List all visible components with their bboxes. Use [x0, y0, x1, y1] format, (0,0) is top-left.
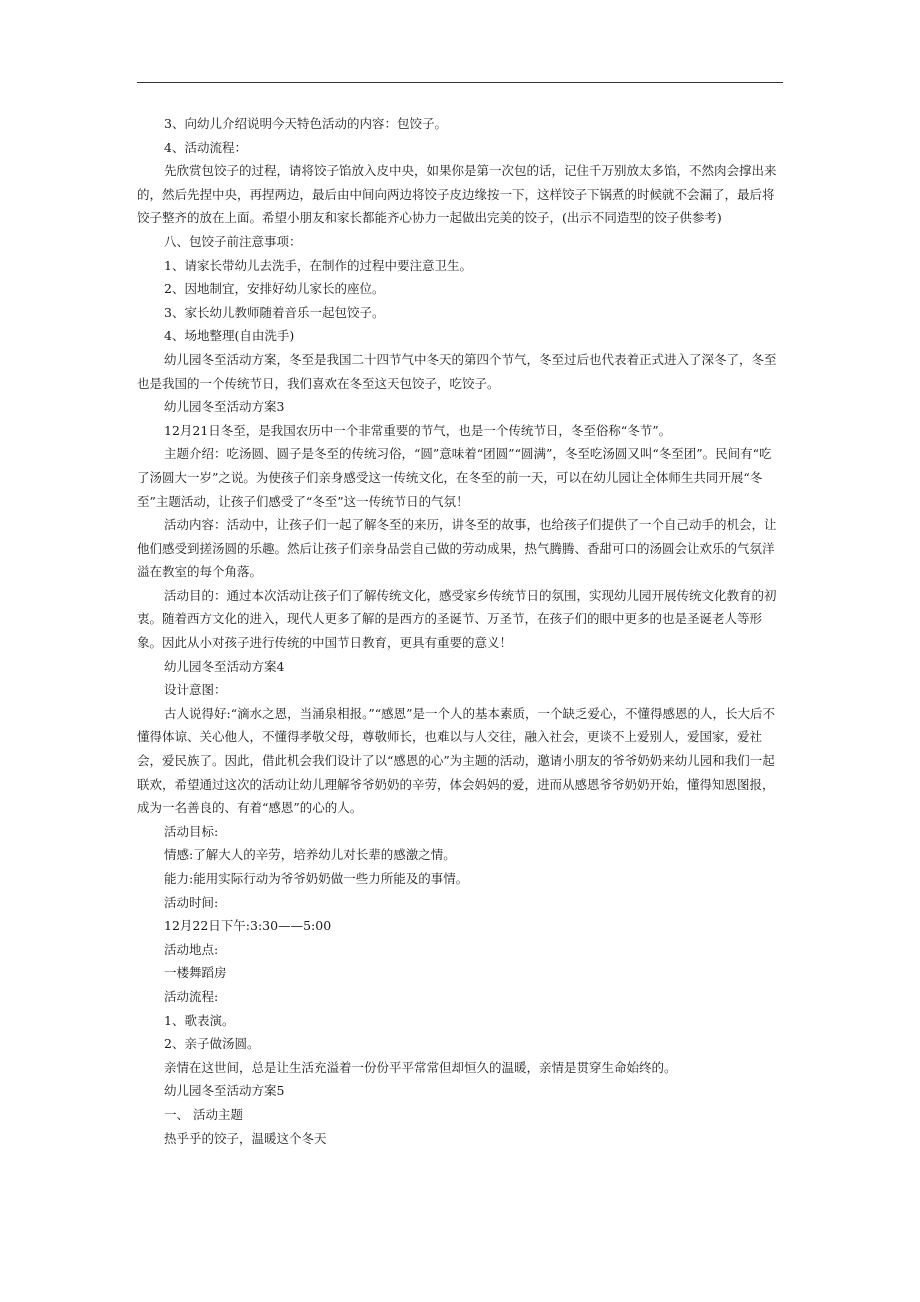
paragraph: 活动目的：通过本次活动让孩子们了解传统文化，感受家乡传统节日的氛围，实现幼儿园开展传统文化教育的初衷。随着西方文化的进入，现代人更多了解的是西方的圣诞节、万圣节，在孩子们的眼中更多的也是圣诞老人等形象。因此从小对孩子进行传统的中国节日教育，更具有重要的意义！	[137, 587, 777, 651]
line: 2、因地制宜，安排好幼儿家长的座位。	[164, 281, 385, 297]
line: 12月22日下午:3:30——5:00	[164, 918, 332, 934]
paragraph: 古人说得好:“滴水之恩，当涌泉相报。”“感恩”是一个人的基本素质，一个缺乏爱心，不懂得感恩的人，长大后不懂得体谅、关心他人，不懂得孝敬父母，尊敬师长，也难以与人交往，融入社会，更谈不上爱别人，爱国家，爱社会，爱民族了。因此，借此机会我们设计了以“感恩的心”为主题的活动，邀请小朋友的爷爷奶奶来幼儿园和我们一起联欢，希望通过这次的活动让幼儿理解爷爷奶奶的辛劳，体会妈妈的爱，进而从感恩爷爷奶奶开始，懂得知恩图报，成为一名善良的、有着“感恩”的心的人。	[137, 705, 776, 816]
line: 4、场地整理(自由洗手)	[164, 328, 295, 344]
line: 一、 活动主题	[164, 1106, 243, 1122]
line: 2、亲子做汤圆。	[164, 1036, 260, 1052]
line: 能力:能用实际行动为爷爷奶奶做一些力所能及的事情。	[164, 871, 469, 886]
line: 幼儿园冬至活动方案4	[164, 658, 285, 674]
line: 幼儿园冬至活动方案3	[164, 399, 285, 415]
line: 八、包饺子前注意事项：	[164, 233, 302, 249]
line: 亲情在这世间，总是让生活充溢着一份份平平常常但却恒久的温暖，亲情是贯穿生命始终的。	[164, 1059, 677, 1075]
document-body	[137, 112, 783, 1150]
paragraph: 幼儿园冬至活动方案，冬至是我国二十四节气中冬天的第四个节气，冬至过后也代表着正式进入了深冬了，冬至也是我国的一个传统节日，我们喜欢在冬至这天包饺子，吃饺子。	[137, 351, 777, 391]
line: 热乎乎的饺子，温暖这个冬天	[164, 1130, 327, 1146]
paragraph: 活动内容：活动中，让孩子们一起了解冬至的来历，讲冬至的故事，也给孩子们提供了一个自己动手的机会，让他们感受到搓汤圆的乐趣。然后让孩子们亲身品尝自己做的劳动成果，热气腾腾、香甜可口的汤圆会让欢乐的气氛洋溢在教室的每个角落。	[137, 517, 777, 580]
line: 12月21日冬至，是我国农历中一个非常重要的节气，也是一个传统节日，冬至俗称“冬节”。	[164, 422, 672, 438]
line: 3、家长幼儿教师随着音乐一起包饺子。	[164, 304, 385, 320]
line: 设计意图：	[164, 682, 227, 698]
line: 4、活动流程：	[164, 139, 247, 155]
header-rule	[137, 82, 783, 83]
line: 活动时间:	[164, 894, 219, 910]
line: 幼儿园冬至活动方案5	[164, 1083, 285, 1099]
line: 3、向幼儿介绍说明今天特色活动的内容：包饺子。	[164, 116, 447, 131]
line: 活动地点:	[164, 941, 219, 957]
paragraph: 主题介绍：吃汤圆、圆子是冬至的传统习俗，“圆”意味着“团圆”“圆满”，冬至吃汤圆又叫“冬至团”。民间有“吃了汤圆大一岁”之说。为使孩子们亲身感受这一传统文化，在冬至的前一天，可以在幼儿园让全体师生共同开展“冬至”主题活动，让孩子们感受了“冬至”这一传统节日的气氛！	[137, 446, 772, 509]
line: 1、请家长带幼儿去洗手，在制作的过程中要注意卫生。	[164, 257, 472, 273]
line: 活动流程:	[164, 988, 219, 1004]
line: 1、歌表演。	[164, 1012, 235, 1028]
paragraph: 先欣赏包饺子的过程，请将饺子馅放入皮中央，如果你是第一次包的话，记住千万别放太多馅，不然肉会撑出来的，然后先捏中央，再捏两边，最后由中间向两边将饺子皮边缘按一下，这样饺子下锅煮的时候就不会漏了，最后将饺子整齐的放在上面。希望小朋友和家长都能齐心协力一起做出完美的饺子，(出示不同造型的饺子供参考)	[137, 163, 777, 226]
line: 活动目标:	[164, 823, 219, 839]
line: 情感:了解大人的辛劳，培养幼儿对长辈的感激之情。	[164, 847, 456, 863]
line: 一楼舞蹈房	[164, 965, 227, 981]
